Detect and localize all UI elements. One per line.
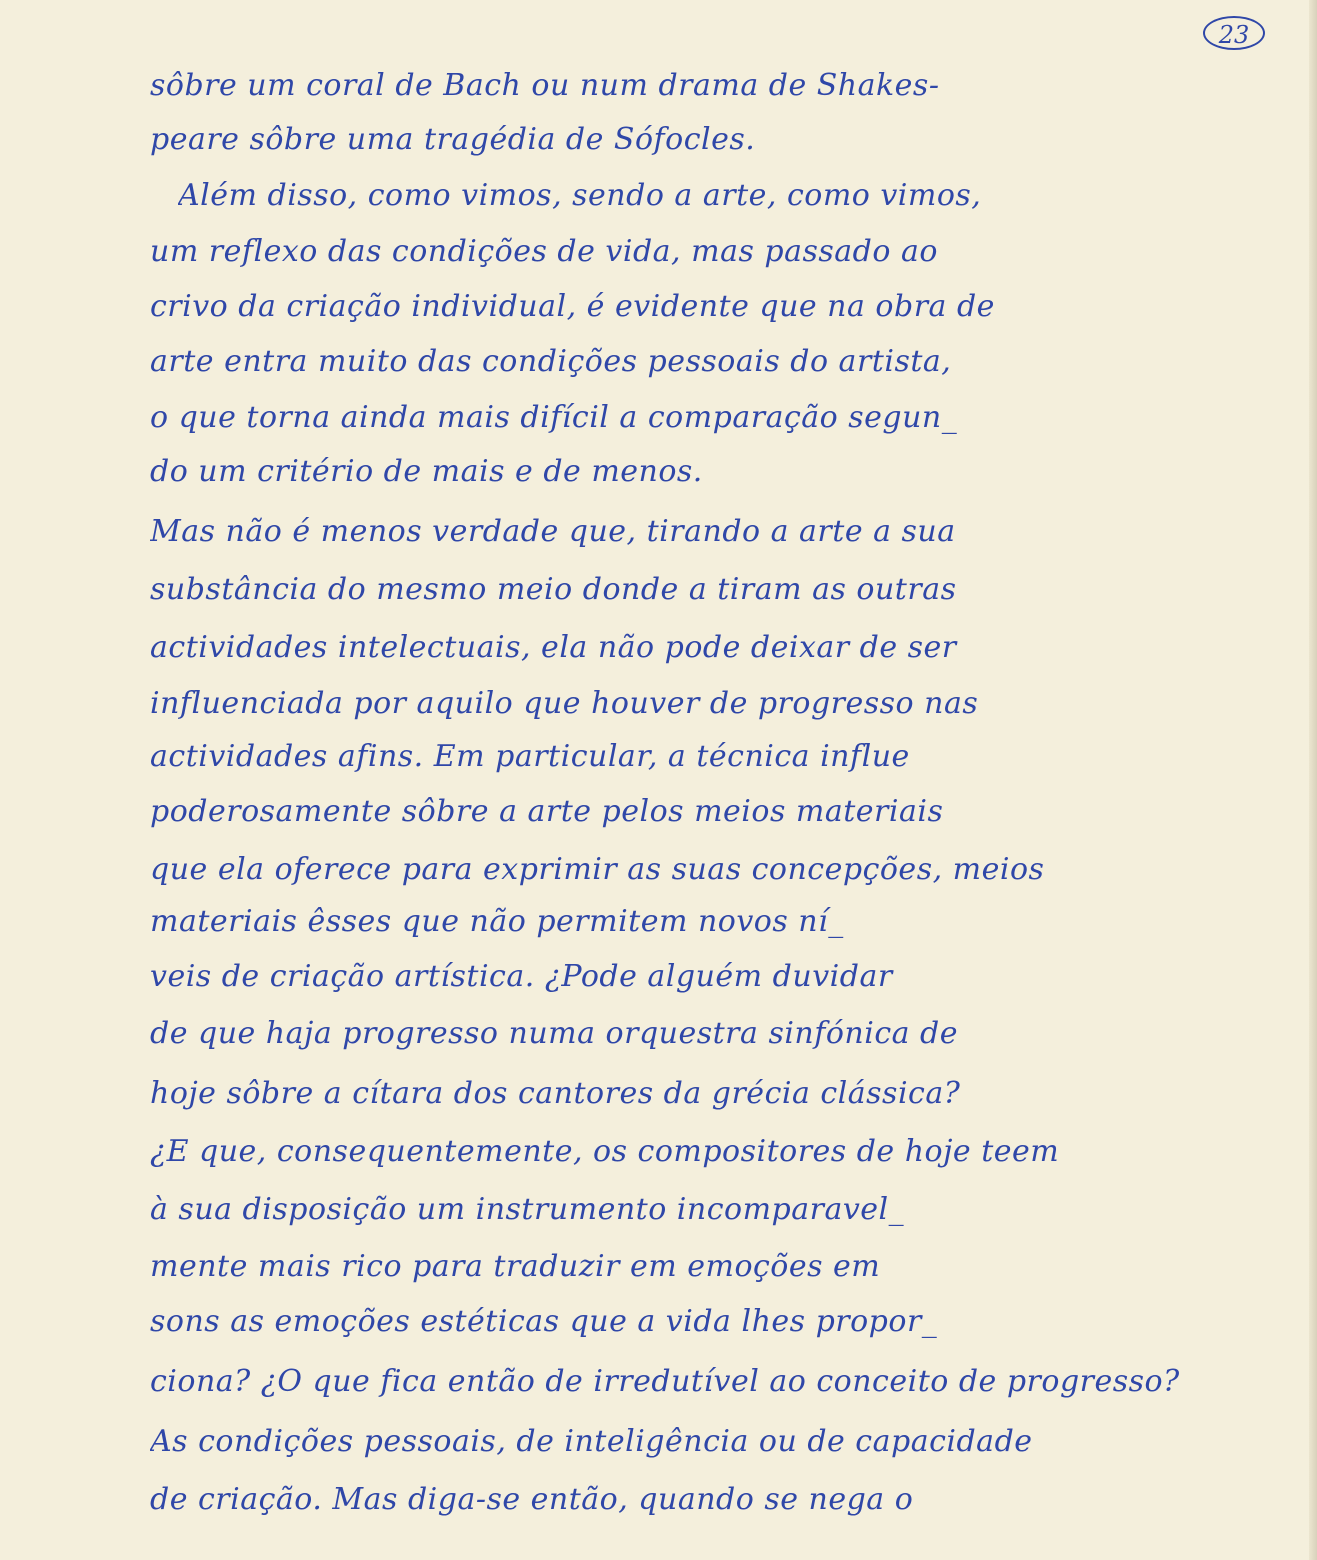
manuscript-line: substância do mesmo meio donde a tiram as outras <box>150 572 957 607</box>
manuscript-line: que ela oferece para exprimir as suas concepções, meios <box>150 852 1045 887</box>
manuscript-line: um reflexo das condições de vida, mas passado ao <box>150 234 938 269</box>
manuscript-line: hoje sôbre a cítara dos cantores da grécia clássica? <box>150 1076 961 1111</box>
manuscript-line: do um critério de mais e de menos. <box>150 454 703 489</box>
manuscript-line: sôbre um coral de Bach ou num drama de Shakes- <box>150 68 940 103</box>
manuscript-line: Mas não é menos verdade que, tirando a arte a sua <box>150 514 956 549</box>
manuscript-line: crivo da criação individual, é evidente que na obra de <box>150 289 995 324</box>
page-number: 23 <box>1203 16 1265 50</box>
manuscript-line: materiais êsses que não permitem novos ní_ <box>150 904 844 939</box>
manuscript-line: o que torna ainda mais difícil a comparação segun_ <box>150 400 958 435</box>
manuscript-line: de criação. Mas diga-se então, quando se nega o <box>150 1482 914 1517</box>
manuscript-line: As condições pessoais, de inteligência ou de capacidade <box>150 1424 1033 1459</box>
manuscript-line: poderosamente sôbre a arte pelos meios materiais <box>150 794 944 829</box>
manuscript-line: actividades intelectuais, ela não pode deixar de ser <box>150 630 957 665</box>
manuscript-line: ciona? ¿O que fica então de irredutível ao conceito de progresso? <box>150 1364 1180 1399</box>
manuscript-line: actividades afins. Em particular, a técnica influe <box>150 739 910 774</box>
page-edge-shadow <box>1309 0 1317 1560</box>
manuscript-line: mente mais rico para traduzir em emoções em <box>150 1249 881 1284</box>
manuscript-line: influenciada por aquilo que houver de progresso nas <box>150 686 979 721</box>
manuscript-line: de que haja progresso numa orquestra sinfónica de <box>150 1016 959 1051</box>
manuscript-line: arte entra muito das condições pessoais do artista, <box>150 344 952 379</box>
manuscript-line: ¿E que, consequentemente, os compositores de hoje teem <box>150 1134 1060 1169</box>
manuscript-line: à sua disposição um instrumento incomparavel_ <box>150 1192 905 1227</box>
manuscript-line: veis de criação artística. ¿Pode alguém duvidar <box>150 959 893 994</box>
manuscript-line: peare sôbre uma tragédia de Sófocles. <box>150 122 756 157</box>
manuscript-line: Além disso, como vimos, sendo a arte, como vimos, <box>178 178 982 213</box>
manuscript-line: sons as emoções estéticas que a vida lhes propor_ <box>150 1304 938 1339</box>
